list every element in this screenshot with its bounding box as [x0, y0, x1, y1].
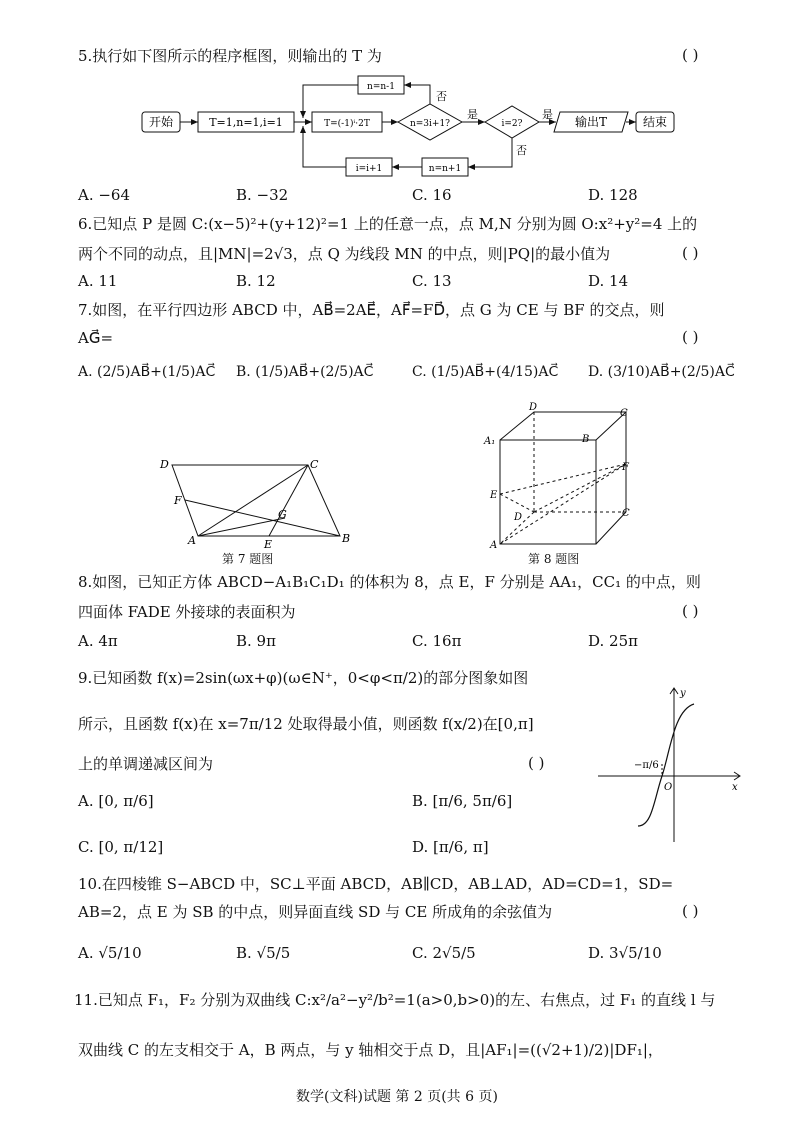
q11-line-2: 双曲线 C 的左支相交于 A，B 两点，与 y 轴相交于点 D，且|AF₁|=((√2+1)/2)|DF₁|， [78, 1041, 663, 1059]
flow-n-dec: n=n-1 [367, 82, 395, 92]
q10-option-c: C. 2√5/5 [412, 944, 476, 962]
flow-end: 结束 [642, 115, 668, 129]
q9-graph-origin: O [664, 782, 673, 793]
q6-answer-paren: ( ) [682, 244, 699, 262]
q8-label-d-base: D [514, 512, 523, 523]
flow-output: 输出T [574, 115, 608, 129]
q6-option-c: C. 13 [412, 272, 452, 290]
q10-option-d: D. 3√5/10 [588, 944, 662, 962]
q9-option-a: A. [0, π/6] [78, 792, 154, 810]
q5-option-a: A. −64 [78, 186, 131, 204]
flow-no-label-1: 否 [436, 90, 447, 103]
q9-option-c: C. [0, π/12] [78, 838, 164, 856]
q7-option-c: C. (1/5)AB⃗+(4/15)AC⃗ [412, 364, 559, 380]
q7-line-2: AG⃗= [78, 329, 114, 347]
flow-init: T=1,n=1,i=1 [209, 116, 283, 129]
q8-option-a: A. 4π [78, 632, 118, 650]
q7-line-1: 7.如图，在平行四边形 ABCD 中，AB⃗=2AE⃗，AF⃗=FD⃗，点 G 为 CE 与 BF 的交点，则 [78, 301, 665, 319]
q5-answer-paren: ( ) [682, 46, 699, 64]
q6-line-2: 两个不同的动点，且|MN|=2√3，点 Q 为线段 MN 的中点，则|PQ|的最小值为 [78, 245, 611, 263]
q7-answer-paren: ( ) [682, 328, 699, 346]
q8-answer-paren: ( ) [682, 602, 699, 620]
q7-label-b: B [342, 532, 351, 545]
q8-label-a: A [490, 540, 498, 550]
q8-label-e: E [490, 490, 498, 501]
q8-label-c: C [622, 508, 630, 519]
q7-label-e: E [264, 538, 273, 550]
q8-label-d: D [529, 402, 538, 413]
q9-graph-neg-label: −π/6 [634, 760, 659, 771]
q9-line-1: 9.已知函数 f(x)=2sin(ωx+φ)(ω∈N⁺，0<φ<π/2)的部分图象如图 [78, 669, 529, 687]
q10-option-b: B. √5/5 [236, 944, 291, 962]
flow-n-inc: n=n+1 [428, 164, 462, 174]
q9-graph-y-label: y [680, 688, 686, 699]
q7-option-b: B. (1/5)AB⃗+(2/5)AC⃗ [236, 364, 374, 380]
q9-option-b: B. [π/6, 5π/6] [412, 792, 513, 810]
flow-cond2: i=2? [501, 119, 523, 129]
q8-label-c1: C [620, 408, 628, 419]
q10-option-a: A. √5/10 [78, 944, 142, 962]
q8-option-d: D. 25π [588, 632, 638, 650]
q9-graph [596, 684, 746, 844]
q9-line-2: 所示，且函数 f(x)在 x=7π/12 处取得最小值，则函数 f(x/2)在[0,π] [78, 715, 534, 733]
q9-option-d: D. [π/6, π] [412, 838, 489, 856]
q8-label-f: F [622, 462, 629, 473]
flow-i-inc: i=i+1 [355, 164, 383, 174]
q7-label-c: C [310, 458, 319, 471]
q7-label-d: D [160, 458, 169, 471]
q7-label-a: A [188, 534, 196, 547]
q9-line-3: 上的单调递减区间为 [78, 755, 214, 773]
flow-yes-label-1: 是 [467, 108, 478, 121]
q5-option-c: C. 16 [412, 186, 452, 204]
page-footer: 数学(文科)试题 第 2 页(共 6 页) [296, 1089, 498, 1105]
q5-option-d: D. 128 [588, 186, 638, 204]
q7-figure-caption: 第 7 题图 [222, 552, 274, 566]
q10-line-2: AB=2，点 E 为 SB 的中点，则异面直线 SD 与 CE 所成角的余弦值为 [78, 903, 553, 921]
q8-figure [480, 400, 640, 550]
q8-line-1: 8.如图，已知正方体 ABCD−A₁B₁C₁D₁ 的体积为 8，点 E，F 分别是 AA₁，CC₁ 的中点，则 [78, 573, 701, 591]
q7-label-f: F [174, 494, 182, 507]
q8-option-c: C. 16π [412, 632, 462, 650]
q11-line-1: 11.已知点 F₁，F₂ 分别为双曲线 C:x²/a²−y²/b²=1(a>0,b>0)的左、右焦点，过 F₁ 的直线 l 与 [74, 991, 716, 1009]
q5-flowchart [140, 74, 700, 184]
q9-graph-x-label: x [732, 782, 738, 793]
q10-answer-paren: ( ) [682, 902, 699, 920]
q8-label-a1: A₁ [484, 436, 496, 447]
q7-option-a: A. (2/5)AB⃗+(1/5)AC⃗ [78, 364, 216, 380]
flow-start: 开始 [148, 115, 174, 129]
q5-option-b: B. −32 [236, 186, 289, 204]
q6-option-b: B. 12 [236, 272, 276, 290]
q7-figure [158, 450, 358, 550]
q10-line-1: 10.在四棱锥 S−ABCD 中，SC⊥平面 ABCD，AB∥CD，AB⊥AD，AD=CD=1，SD= [78, 875, 674, 893]
q9-answer-paren: ( ) [528, 754, 545, 772]
q7-label-g: G [278, 508, 287, 521]
q8-option-b: B. 9π [236, 632, 276, 650]
q6-option-a: A. 11 [78, 272, 118, 290]
flow-cond1: n=3i+1? [409, 119, 451, 129]
q8-figure-caption: 第 8 题图 [528, 552, 580, 566]
q8-line-2: 四面体 FADE 外接球的表面积为 [78, 603, 296, 621]
flow-no-label-2: 否 [516, 144, 527, 157]
q6-line-1: 6.已知点 P 是圆 C:(x−5)²+(y+12)²=1 上的任意一点，点 M,N 分别为圆 O:x²+y²=4 上的 [78, 215, 698, 233]
q5-stem: 5.执行如下图所示的程序框图，则输出的 T 为 [78, 47, 382, 65]
q7-option-d: D. (3/10)AB⃗+(2/5)AC⃗ [588, 364, 735, 380]
q8-label-b1: B [582, 434, 590, 445]
flow-yes-label-2: 是 [542, 108, 553, 121]
flow-assign: T=(-1)ⁱ·2T [324, 119, 370, 129]
q6-option-d: D. 14 [588, 272, 629, 290]
